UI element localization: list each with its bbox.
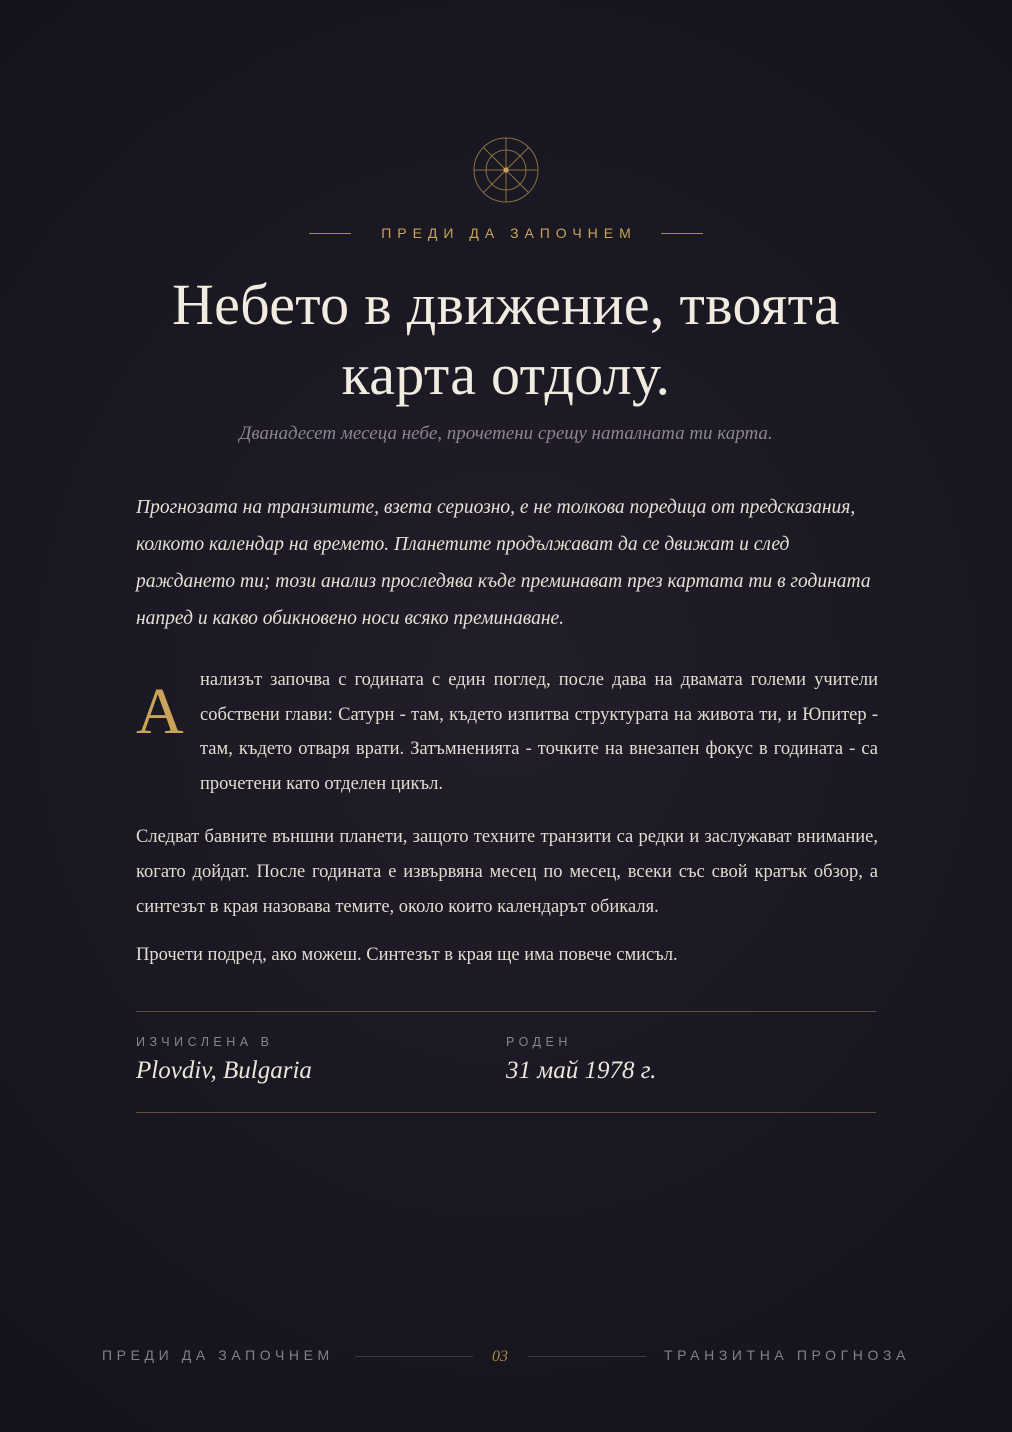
chart-meta-panel: [136, 1011, 876, 1113]
eyebrow-rule-right: [661, 233, 703, 234]
footer-section-title: ПРЕДИ ДА ЗАПОЧНЕМ: [102, 1347, 334, 1363]
drop-cap: А: [136, 675, 184, 748]
calculated-in-block: [136, 1035, 312, 1085]
eyebrow-rule-left: [309, 233, 351, 234]
calculated-in-value: Plovdiv, Bulgaria: [136, 1057, 312, 1084]
page-subtitle: Дванадесет месеца небе, прочетени срещу наталната ти карта.: [239, 423, 773, 444]
page-footer: [0, 1344, 1012, 1370]
page-title: Небето в движение, твоята карта отдолу.: [171, 272, 841, 407]
astrology-wheel-icon: [473, 137, 539, 203]
born-block: [506, 1035, 656, 1085]
body-paragraph-3: Прочети подред, ако можеш. Синтезът в края ще има повече смисъл.: [136, 945, 678, 965]
body-paragraph-2: Следват бавните външни планети, защото техните транзити са редки и заслужават внимание, когато дойдат. После годината е извървяна месец по месец, всеки със свой кратък обзор, а синтезът в края назовава темите, около които календарът обикаля.: [136, 827, 878, 917]
footer-rule-left: [355, 1356, 473, 1357]
section-eyebrow: ПРЕДИ ДА ЗАПОЧНЕМ: [381, 225, 637, 241]
footer-document-title: ТРАНЗИТНА ПРОГНОЗА: [664, 1347, 910, 1363]
dropcap-paragraph-text: нализът започва с годината с един поглед, после дава на двамата големи учители собствени глави: Сатурн - там, където изпитва структурата на живота ти, и Юпитер - там, където отваря врати. Затъмненията - точките на внезапен фокус в годината - са прочетени като отделен цикъл.: [200, 670, 878, 794]
dropcap-paragraph: [136, 663, 878, 801]
born-value: 31 май 1978 г.: [506, 1057, 657, 1084]
eyebrow-row: [0, 222, 1012, 244]
page-number: 03: [492, 1348, 508, 1365]
footer-rule-right: [528, 1356, 646, 1357]
lead-paragraph: Прогнозата на транзитите, взета сериозно, е не толкова поредица от предсказания, колкото календар на времето. Планетите продължават да се движат и след раждането ти; този анализ проследява къде преминават през картата ти в годината напред и какво обикновено носи всяко преминаване.: [136, 497, 871, 629]
calculated-in-label: ИЗЧИСЛЕНА В: [136, 1035, 274, 1049]
born-label: РОДЕН: [506, 1035, 572, 1049]
